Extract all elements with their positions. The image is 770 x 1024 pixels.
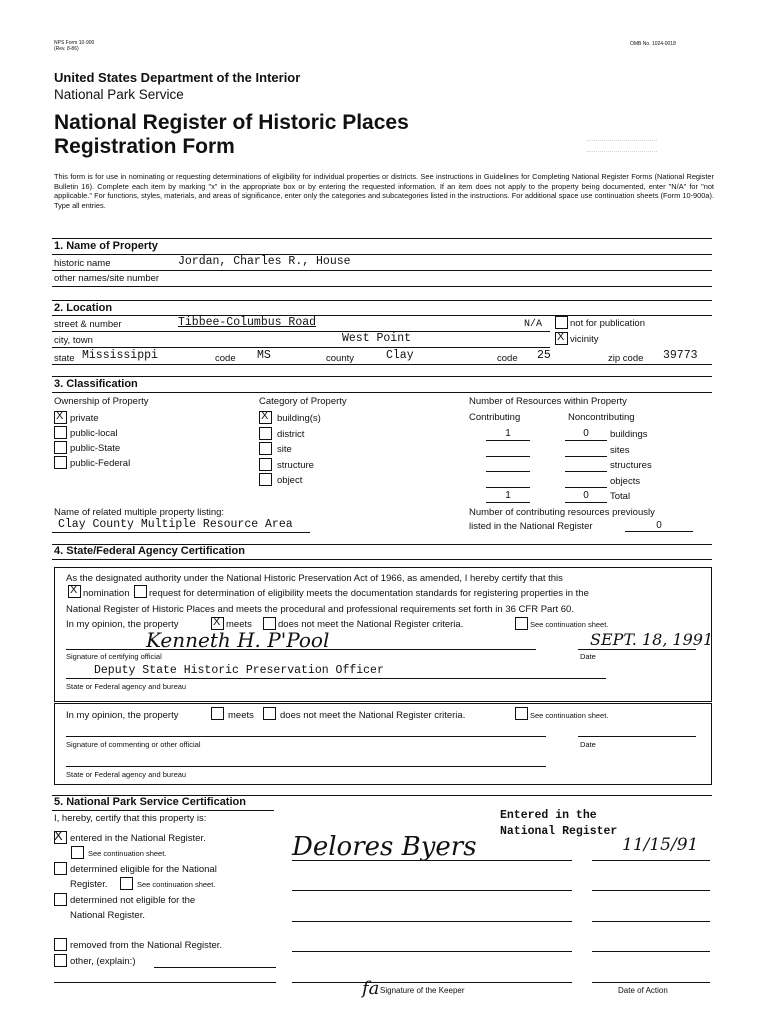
category-label-2: site bbox=[277, 444, 292, 455]
omb-number: OMB No. 1024-0018 bbox=[630, 41, 676, 47]
ownership-label-0: private bbox=[70, 413, 99, 424]
agency-value: Deputy State Historic Preservation Officer bbox=[94, 664, 384, 677]
other-names-line bbox=[52, 286, 712, 287]
county-code-value: 25 bbox=[537, 349, 551, 362]
agency-label: State or Federal agency and bureau bbox=[66, 682, 187, 691]
sig-line bbox=[66, 649, 536, 650]
section2-heading: 2. Location bbox=[54, 302, 113, 314]
form-title bbox=[54, 111, 409, 159]
ownership-label-3: public-Federal bbox=[70, 458, 131, 469]
state-value: Mississippi bbox=[82, 349, 158, 362]
form-title-line1: National Register of Historic Places bbox=[54, 111, 409, 134]
agency2-line bbox=[66, 766, 546, 767]
related-listing-line bbox=[52, 532, 310, 533]
commenting-date-label: Date bbox=[580, 740, 596, 749]
date-line4 bbox=[592, 951, 710, 952]
other-line bbox=[154, 967, 276, 968]
related-listing-value: Clay County Multiple Resource Area bbox=[58, 518, 293, 531]
meets-label: meets bbox=[226, 619, 252, 630]
ownership-label-2: public-State bbox=[70, 443, 121, 454]
cert-line3: National Register of Historic Places and meets the procedural and professional requirements set forth in 36 CFR Part 60. bbox=[66, 604, 574, 615]
nomination-check-mark: X bbox=[70, 584, 78, 596]
resource-label-2: structures bbox=[610, 460, 652, 471]
entered-label: entered in the National Register. bbox=[70, 833, 206, 844]
removed-checkbox[interactable] bbox=[54, 938, 67, 951]
city-label: city, town bbox=[54, 335, 93, 346]
category-checkbox-4[interactable] bbox=[259, 473, 272, 486]
related-listing-label: Name of related multiple property listing: bbox=[54, 507, 225, 518]
other-label: other, (explain:) bbox=[70, 956, 136, 967]
see-continuation-checkbox[interactable] bbox=[515, 617, 528, 630]
section4-underline bbox=[52, 559, 712, 560]
commenting-date-line bbox=[578, 736, 696, 737]
ownership-label-1: public-local bbox=[70, 428, 118, 439]
section5-heading: 5. National Park Service Certification bbox=[54, 796, 246, 808]
keeper-line1 bbox=[292, 860, 572, 861]
resource-noncontributing-2 bbox=[565, 459, 607, 472]
commenting-sig-line bbox=[66, 736, 546, 737]
certify-label: I, hereby, certify that this property is: bbox=[54, 813, 207, 824]
category-checkbox-1[interactable] bbox=[259, 427, 272, 440]
date-line2 bbox=[592, 890, 710, 891]
det-eligible-label1: determined eligible for the National bbox=[70, 864, 217, 875]
certifying-date-value: SEPT. 18, 1991 bbox=[590, 630, 714, 649]
ownership-checkbox-2[interactable] bbox=[54, 441, 67, 454]
ownership-label: Ownership of Property bbox=[54, 396, 149, 407]
resource-noncontributing-0: 0 bbox=[565, 428, 607, 441]
contributing-label: Contributing bbox=[469, 412, 521, 423]
prev-listed-label1: Number of contributing resources previously bbox=[469, 507, 655, 518]
opinion2-meets-checkbox[interactable] bbox=[211, 707, 224, 720]
resource-contributing-1 bbox=[486, 444, 530, 457]
form-title-line2: Registration Form bbox=[54, 135, 235, 158]
section2-underline bbox=[52, 315, 712, 316]
removed-label: removed from the National Register. bbox=[70, 940, 223, 951]
county-value: Clay bbox=[386, 349, 414, 362]
county-code-label: code bbox=[497, 353, 518, 364]
opinion2-dnm-label: does not meet the National Register criteria. bbox=[280, 710, 466, 721]
category-checkbox-2[interactable] bbox=[259, 442, 272, 455]
historic-name-line bbox=[52, 270, 712, 271]
zip-value: 39773 bbox=[663, 349, 698, 362]
county-label: county bbox=[326, 353, 354, 364]
date-line5 bbox=[592, 982, 710, 983]
resource-label-1: sites bbox=[610, 444, 630, 456]
entered-see-checkbox[interactable] bbox=[71, 846, 84, 859]
category-label-0: building(s) bbox=[277, 413, 321, 424]
commenting-label: Signature of commenting or other official bbox=[66, 740, 201, 749]
resource-contributing-2 bbox=[486, 459, 530, 472]
det-not-label1: determined not eligible for the bbox=[70, 895, 196, 906]
resource-contributing-0: 1 bbox=[486, 428, 530, 441]
ownership-checkbox-3[interactable] bbox=[54, 456, 67, 469]
category-label-3: structure bbox=[277, 459, 314, 471]
vicinity-check-mark: X bbox=[557, 331, 565, 343]
agency2-label: State or Federal agency and bureau bbox=[66, 770, 187, 779]
noncontributing-label: Noncontributing bbox=[568, 412, 635, 423]
opinion2-see-checkbox[interactable] bbox=[515, 707, 528, 720]
section3-rule bbox=[52, 376, 712, 377]
resource-label-4: Total bbox=[610, 491, 631, 502]
city-line bbox=[52, 347, 550, 348]
det-eligible-see-checkbox[interactable] bbox=[120, 877, 133, 890]
resource-noncontributing-1 bbox=[565, 444, 607, 457]
street-value: Tibbee-Columbus Road bbox=[178, 316, 317, 329]
action-date-label: Date of Action bbox=[618, 986, 668, 995]
section4-heading: 4. State/Federal Agency Certification bbox=[54, 545, 245, 557]
ownership-check-mark-0: X bbox=[56, 410, 64, 422]
category-label-1: district bbox=[277, 428, 305, 440]
see-continuation-label: See continuation sheet. bbox=[530, 620, 609, 629]
not-for-publication-label: not for publication bbox=[570, 318, 645, 329]
vicinity-label: vicinity bbox=[570, 334, 599, 345]
date-line3 bbox=[592, 921, 710, 922]
form-revision-text: (Rev. 8-86) bbox=[54, 46, 79, 52]
keeper-initials: fa bbox=[362, 978, 380, 999]
instructions-text: This form is for use in nominating or requesting determinations of eligibility for individual properties or districts. See instructions in Guidelines for Completing National Register Forms (National Register Bulletin 16). Complete each item by marking "x" in the appropriate box or by entering the requested information. If an item does not apply to the property being documented, enter "N/A" for "not applicable." For functions, styles, materials, and areas of significance, enter only the categories and subcategories listed in the instructions. For additional space use continuation sheets (Form 10-900a). Type all entries. bbox=[54, 172, 714, 210]
entered-stamp-line2: National Register bbox=[500, 825, 618, 838]
prev-listed-value: 0 bbox=[625, 520, 693, 532]
det-eligible-checkbox[interactable] bbox=[54, 862, 67, 875]
keeper-signature-main: Delores Byers bbox=[292, 832, 477, 862]
resources-label: Number of Resources within Property bbox=[469, 396, 627, 407]
det-not-checkbox[interactable] bbox=[54, 893, 67, 906]
date-line bbox=[578, 649, 696, 650]
opinion2-dnm-checkbox[interactable] bbox=[263, 707, 276, 720]
det-eligible-label2: Register. bbox=[70, 879, 108, 890]
keeper-line5 bbox=[292, 982, 572, 983]
date-label: Date bbox=[580, 652, 596, 661]
street-label: street & number bbox=[54, 319, 122, 330]
other-checkbox[interactable] bbox=[54, 954, 67, 967]
resource-noncontributing-3 bbox=[565, 475, 607, 488]
zip-label: zip code bbox=[608, 353, 644, 364]
state-line bbox=[52, 364, 712, 365]
historic-name-label: historic name bbox=[54, 258, 111, 269]
faded-stamp bbox=[587, 134, 657, 164]
action-date-value: 11/15/91 bbox=[622, 835, 699, 855]
resource-label-0: buildings bbox=[610, 429, 648, 440]
sig-official-label: Signature of certifying official bbox=[66, 652, 162, 661]
prev-listed-label2: listed in the National Register bbox=[469, 521, 593, 532]
nomination-label: nomination bbox=[83, 588, 130, 599]
section3-underline bbox=[52, 392, 712, 393]
historic-name-value: Jordan, Charles R., House bbox=[178, 255, 351, 268]
cert-line1: As the designated authority under the National Historic Preservation Act of 1966, as amended, I hereby certify that this bbox=[66, 573, 563, 584]
city-value: West Point bbox=[342, 332, 412, 345]
agency-line bbox=[66, 678, 606, 679]
opinion2-meets-label: meets bbox=[228, 710, 254, 721]
state-code-value: MS bbox=[257, 349, 271, 362]
det-not-label2: National Register. bbox=[70, 910, 145, 921]
resource-label-3: objects bbox=[610, 475, 641, 487]
opinion-label: In my opinion, the property bbox=[66, 619, 179, 630]
section1-heading: 1. Name of Property bbox=[54, 240, 158, 252]
keeper-label: Signature of the Keeper bbox=[380, 986, 465, 995]
category-label-4: object bbox=[277, 475, 303, 486]
form-number-text: NPS Form 10-900 bbox=[54, 40, 95, 46]
form-number bbox=[54, 40, 94, 52]
resource-noncontributing-4: 0 bbox=[565, 490, 607, 503]
date-line1 bbox=[592, 860, 710, 861]
department-name: United States Department of the Interior bbox=[54, 70, 301, 85]
opinion2-label: In my opinion, the property bbox=[66, 710, 179, 721]
resource-contributing-4: 1 bbox=[486, 490, 530, 503]
entered-check-mark: X bbox=[54, 828, 63, 843]
na-value: N/A bbox=[524, 319, 543, 330]
section2-rule bbox=[52, 300, 712, 301]
other-names-label: other names/site number bbox=[54, 273, 160, 284]
entered-stamp-line1: Entered in the bbox=[500, 809, 597, 822]
state-label: state bbox=[54, 353, 75, 364]
service-name: National Park Service bbox=[54, 87, 184, 102]
keeper-line3 bbox=[292, 921, 572, 922]
category-checkbox-3[interactable] bbox=[259, 458, 272, 471]
request-checkbox[interactable] bbox=[134, 585, 147, 598]
section3-heading: 3. Classification bbox=[54, 378, 138, 390]
keeper-line2 bbox=[292, 890, 572, 891]
section1-underline bbox=[52, 254, 712, 255]
category-label: Category of Property bbox=[259, 396, 347, 407]
street-line bbox=[52, 331, 550, 332]
state-code-label: code bbox=[215, 353, 236, 364]
entered-see-label: See continuation sheet. bbox=[88, 849, 167, 858]
section5-underline bbox=[52, 810, 274, 811]
section1-rule bbox=[52, 238, 712, 239]
ownership-checkbox-1[interactable] bbox=[54, 426, 67, 439]
other-line2 bbox=[54, 982, 276, 983]
certifying-signature: Kenneth H. P'Pool bbox=[146, 628, 330, 652]
resource-contributing-3 bbox=[486, 475, 530, 488]
opinion2-see-label: See continuation sheet. bbox=[530, 711, 609, 720]
meets-check-mark: X bbox=[213, 616, 221, 628]
does-not-meet-label: does not meet the National Register criteria. bbox=[278, 619, 464, 630]
keeper-line4 bbox=[292, 951, 572, 952]
not-for-publication-checkbox[interactable] bbox=[555, 316, 568, 329]
cert-line2: request for determination of eligibility meets the documentation standards for registering properties in the bbox=[149, 588, 589, 599]
category-check-mark-0: X bbox=[261, 410, 269, 422]
det-eligible-see-label: See continuation sheet. bbox=[137, 880, 216, 889]
